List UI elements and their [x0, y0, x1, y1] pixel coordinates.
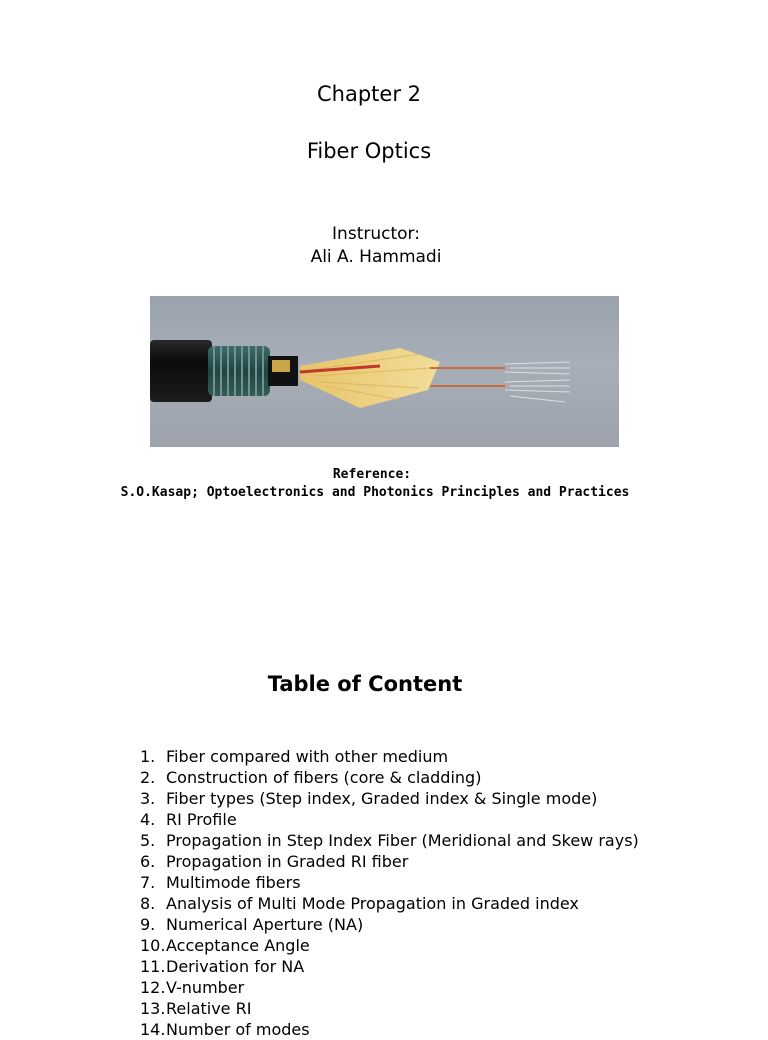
toc-title: Table of Content	[267, 672, 463, 696]
toc-item-text: RI Profile	[166, 810, 237, 829]
subject-title: Fiber Optics	[306, 139, 432, 163]
toc-item-number: 6.	[140, 852, 156, 871]
toc-item	[140, 746, 639, 767]
toc-item-text: Acceptance Angle	[166, 936, 310, 955]
toc-item-text: Fiber compared with other medium	[166, 747, 449, 766]
toc-item-text: Fiber types (Step index, Graded index & Single mode)	[166, 789, 598, 808]
toc-item	[140, 998, 639, 1019]
toc-item	[140, 767, 639, 788]
reference-label: Reference:	[332, 467, 412, 482]
toc-item-text: Relative RI	[166, 999, 252, 1018]
toc-item-text: Analysis of Multi Mode Propagation in Graded index	[166, 894, 579, 913]
toc-item	[140, 893, 639, 914]
toc-item-number: 11.	[140, 957, 166, 976]
toc-item	[140, 977, 639, 998]
toc-item-text: Multimode fibers	[166, 873, 301, 892]
toc-item-number: 4.	[140, 810, 156, 829]
toc-item-number: 5.	[140, 831, 156, 850]
toc-item	[140, 872, 639, 893]
toc-item-text: Construction of fibers (core & cladding)	[166, 768, 482, 787]
fiber-cable-photo	[150, 296, 619, 447]
toc-item	[140, 788, 639, 809]
toc-item-number: 14.	[140, 1020, 166, 1039]
toc-item-number: 2.	[140, 768, 156, 787]
toc-item-text: V-number	[166, 978, 245, 997]
reference-text: S.O.Kasap; Optoelectronics and Photonics Principles and Practices	[120, 485, 630, 500]
toc-list	[140, 746, 639, 1040]
toc-item	[140, 935, 639, 956]
toc-item-number: 13.	[140, 999, 166, 1018]
toc-item-number: 8.	[140, 894, 156, 913]
toc-item	[140, 851, 639, 872]
fiber-cable-illustration	[150, 296, 619, 447]
toc-item-number: 1.	[140, 747, 156, 766]
toc-item-text: Numerical Aperture (NA)	[166, 915, 364, 934]
toc-item	[140, 830, 639, 851]
toc-item-number: 7.	[140, 873, 156, 892]
chapter-heading: Chapter 2	[317, 82, 421, 106]
toc-item	[140, 914, 639, 935]
toc-item-number: 10.	[140, 936, 166, 955]
toc-item-text: Propagation in Step Index Fiber (Meridional and Skew rays)	[166, 831, 639, 850]
toc-item-text: Number of modes	[166, 1020, 310, 1039]
toc-item	[140, 956, 639, 977]
toc-item-number: 3.	[140, 789, 156, 808]
toc-item-number: 9.	[140, 915, 156, 934]
toc-item-text: Propagation in Graded RI fiber	[166, 852, 409, 871]
instructor-label: Instructor:	[332, 224, 420, 244]
toc-item-number: 12.	[140, 978, 166, 997]
toc-item-text: Derivation for NA	[166, 957, 305, 976]
toc-item	[140, 809, 639, 830]
toc-item	[140, 1019, 639, 1040]
instructor-name: Ali A. Hammadi	[310, 247, 442, 267]
